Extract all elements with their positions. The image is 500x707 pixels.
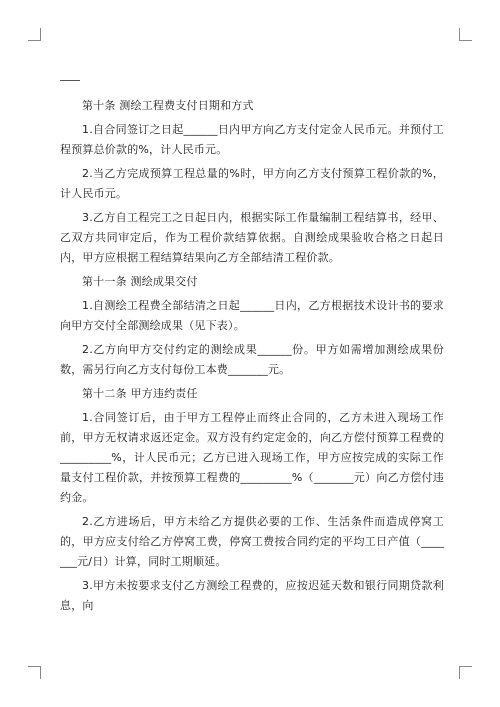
section-12-title: 第十二条 甲方违约责任 bbox=[82, 387, 198, 400]
section-12-paragraph-2: 2.乙方进场后，甲方未给乙方提供必要的工作、生活条件而造成停窝工的，甲方应支付给乙方停窝工费，停窝工费按合同约定的平均工日产值（_______元/日）计算，同时工期顺延。 bbox=[60, 515, 444, 568]
crop-mark-bottom-left bbox=[28, 666, 41, 679]
crop-mark-top-right bbox=[459, 28, 472, 41]
section-10-paragraph-1: 1.自合同签订之日起______日内甲方向乙方支付定金人民币元。并预付工程预算总价款的%，计人民币元。 bbox=[60, 123, 444, 156]
section-10-paragraph-3: 3.乙方自工程完工之日起日内，根据实际工作量编制工程结算书，经甲、乙双方共同审定后，作为工程价款结算依据。自测绘成果验收合格之日起日内，甲方应根据工程结算结果向乙方全部结清工程价款。 bbox=[60, 211, 444, 264]
section-10-title: 第十条 测绘工程费支付日期和方式 bbox=[82, 99, 254, 112]
document-body bbox=[60, 94, 444, 620]
section-11-title: 第十一条 测绘成果交付 bbox=[82, 275, 198, 288]
section-11-paragraph-1: 1.自测绘工程费全部结清之日起______日内，乙方根据技术设计书的要求向甲方交付全部测绘成果（见下表）。 bbox=[60, 299, 444, 332]
crop-mark-bottom-right bbox=[459, 666, 472, 679]
header-rule bbox=[60, 80, 80, 81]
section-11-paragraph-2: 2.乙方向甲方交付约定的测绘成果______份。甲方如需增加测绘成果份数，需另行向乙方支付每份工本费_______元。 bbox=[60, 343, 444, 376]
section-12-paragraph-3: 3.甲方未按要求支付乙方测绘工程费的，应按迟延天数和银行同期贷款利息，向 bbox=[60, 579, 444, 612]
section-12-paragraph-1: 1.合同签订后，由于甲方工程停止而终止合同的，乙方未进入现场工作前，甲方无权请求返还定金。双方没有约定定金的，向乙方偿付预算工程费的_________%，计人民币元；乙方已进入现场工作，甲方应按完成的实际工作量支付工程价款，并按预算工程费的_________%（_______元）向乙方偿付违约金。 bbox=[60, 411, 444, 504]
crop-mark-top-left bbox=[28, 28, 41, 41]
section-10-paragraph-2: 2.当乙方完成预算工程总量的%时，甲方向乙方支付预算工程价款的%，计人民币元。 bbox=[60, 167, 444, 200]
